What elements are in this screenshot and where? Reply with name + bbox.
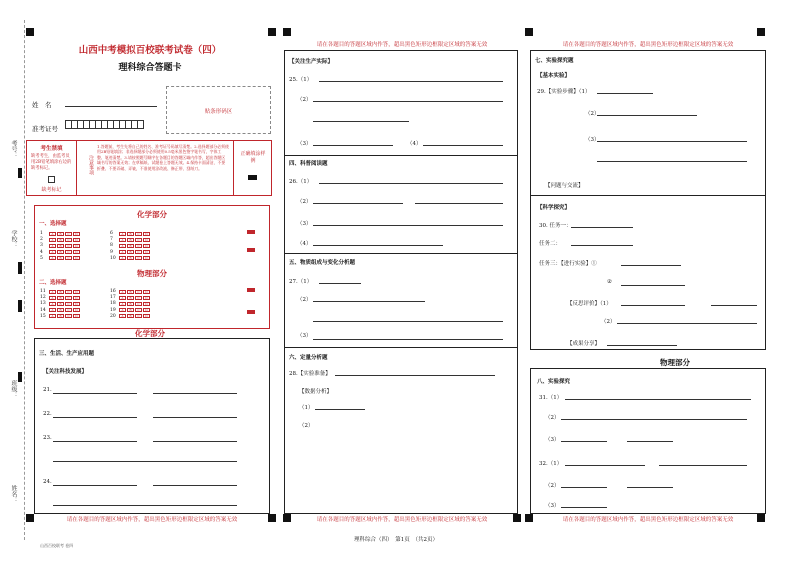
- phys-section-title: 物理部分: [137, 269, 167, 278]
- chem-section-title: 化学部分: [137, 210, 167, 219]
- task3-2-label: ②: [607, 279, 612, 285]
- answer-bubble[interactable]: C: [65, 314, 72, 318]
- answer-bubble[interactable]: A: [119, 256, 126, 260]
- choice-row: [40, 231, 81, 236]
- answer-bubble[interactable]: A: [49, 296, 56, 300]
- answer-bubble[interactable]: D: [143, 296, 150, 300]
- answer-bubble[interactable]: C: [65, 244, 72, 248]
- q29-line-3[interactable]: [597, 141, 747, 142]
- corner-mark: [26, 514, 34, 522]
- answer-bubble[interactable]: A: [49, 250, 56, 254]
- col3-lower-box: [530, 368, 766, 514]
- q32-3-label: （3）: [545, 503, 560, 509]
- q27-2-label: （2）: [297, 297, 312, 303]
- q25-4-label: （4）: [407, 141, 422, 147]
- task2-label: 任务二：: [539, 241, 562, 247]
- timing-mark: [18, 262, 22, 274]
- q29-line-2[interactable]: [597, 115, 697, 116]
- corner-mark: [283, 514, 291, 522]
- answer-bubble[interactable]: C: [135, 314, 142, 318]
- answer-bubble[interactable]: A: [119, 314, 126, 318]
- question-number: 1: [40, 231, 43, 236]
- q21-line-1[interactable]: [53, 393, 137, 394]
- answer-bubble[interactable]: D: [143, 314, 150, 318]
- answer-bubble[interactable]: A: [119, 308, 126, 312]
- q29-line-3b[interactable]: [597, 161, 747, 162]
- attention-items: 1.答题前，考生先将自己的姓名、准考证号码填写清楚。2.选择题部分必须使用2B铅笔填涂；非选择题部分必须使用0.5毫米黑色签字笔书写，字体工整、笔迹清楚。3.请按照题号顺序在各题目的答题区域内作答，超出答题区域书写的答案无效；在草稿纸、试题卷上答题无效。4.保持卡面清洁，不要折叠、不要弄破、弄皱，不准使用涂改液、修正带、刮纸刀。: [97, 144, 229, 171]
- answer-bubble[interactable]: D: [73, 290, 80, 294]
- answer-bubble[interactable]: A: [119, 302, 126, 306]
- q27-3-label: （3）: [297, 333, 312, 339]
- answer-bubble[interactable]: C: [65, 238, 72, 242]
- answer-bubble[interactable]: D: [73, 232, 80, 236]
- exam-title: 山西中考模拟百校联考试卷（四）: [78, 45, 222, 56]
- answer-bubble[interactable]: C: [65, 250, 72, 254]
- q26-line-1[interactable]: [319, 183, 503, 184]
- ticket-number-cells[interactable]: [66, 120, 144, 129]
- q29-line-1[interactable]: [597, 93, 653, 94]
- answer-bubble[interactable]: A: [119, 290, 126, 294]
- q32-line-2[interactable]: [561, 487, 607, 488]
- chem-part-title: 化学部分: [135, 329, 165, 338]
- fold-line: [24, 20, 25, 540]
- question-number: 2: [40, 237, 43, 243]
- question-number: 11: [40, 289, 46, 294]
- q24-line-3[interactable]: [53, 505, 237, 506]
- answer-bubble[interactable]: B: [57, 256, 64, 260]
- choice-row: [110, 237, 151, 242]
- q26-line-4[interactable]: [313, 245, 443, 246]
- answer-bubble[interactable]: D: [73, 250, 80, 254]
- answer-bubble[interactable]: A: [49, 314, 56, 318]
- col2-answer-box: [284, 50, 518, 514]
- q26-4-label: （4）: [297, 241, 312, 247]
- choice-row: [110, 231, 151, 236]
- q28-line-2[interactable]: [315, 409, 365, 410]
- choice-row: [40, 250, 81, 255]
- reflect-line-1b[interactable]: [711, 305, 757, 306]
- choice-row: [40, 256, 81, 261]
- answer-bubble[interactable]: C: [65, 256, 72, 260]
- answer-bubble[interactable]: D: [73, 256, 80, 260]
- answer-bubble[interactable]: A: [49, 244, 56, 248]
- phys-part-title: 物理部分: [660, 358, 690, 367]
- warning-col3-top: 请在各题目的答题区域内作答，超出黑色矩形边框限定区域的答案无效: [562, 42, 734, 48]
- task3-label: 任务三：【进行实验】①: [539, 261, 597, 267]
- corner-mark: [757, 28, 765, 36]
- answer-bubble[interactable]: C: [135, 232, 142, 236]
- q28-2-label: （2）: [299, 423, 314, 429]
- answer-bubble[interactable]: D: [143, 256, 150, 260]
- q23-label: 23.: [43, 435, 52, 441]
- notice-title: 考生禁填: [40, 146, 63, 152]
- q26-3-label: （3）: [297, 221, 312, 227]
- answer-bubble[interactable]: B: [57, 302, 64, 306]
- answer-bubble[interactable]: B: [57, 250, 64, 254]
- share-line[interactable]: [607, 345, 677, 346]
- page-footer: 理科综合（四） 第1页 （共2页）: [354, 537, 438, 543]
- sec3-title: 三、生活、生产应用题: [39, 351, 95, 357]
- q27-label: 27.（1）: [289, 279, 313, 285]
- answer-bubble[interactable]: C: [135, 308, 142, 312]
- answer-bubble[interactable]: D: [73, 302, 80, 306]
- corner-mark: [525, 28, 533, 36]
- q31-3-label: （3）: [545, 437, 560, 443]
- q32-label: 32.（1）: [539, 461, 563, 467]
- q29-label: 29.【实验步骤】（1）: [537, 89, 591, 95]
- question-number: 10: [110, 255, 116, 261]
- q25-2-label: （2）: [297, 97, 312, 103]
- fill-mark: [247, 288, 255, 292]
- reflect-2-label: （2）: [601, 319, 616, 325]
- fill-mark: [247, 230, 255, 234]
- choice-row: [40, 314, 81, 319]
- task3-line-2[interactable]: [621, 285, 685, 286]
- example-label: 正确填涂样例: [240, 151, 266, 164]
- choice-one-title: 一、选择题: [39, 221, 67, 227]
- q32-line-1b[interactable]: [659, 465, 747, 466]
- timing-mark: [18, 168, 22, 178]
- question-number: 6: [110, 231, 113, 236]
- divider: [285, 347, 517, 348]
- answer-bubble[interactable]: A: [49, 308, 56, 312]
- choice-row: [40, 243, 81, 248]
- sci-inquiry-tag: 【科学探究】: [537, 205, 571, 211]
- answer-bubble[interactable]: B: [127, 232, 134, 236]
- q25-label: 25.（1）: [289, 77, 313, 83]
- answer-bubble[interactable]: D: [143, 232, 150, 236]
- answer-bubble[interactable]: C: [135, 296, 142, 300]
- q31-2-label: （2）: [545, 415, 560, 421]
- choice-row: [110, 308, 151, 313]
- footer-left: 山西百校联考 卷四: [40, 543, 74, 548]
- chem-answer-box: [34, 338, 270, 514]
- choice-row: [110, 250, 151, 255]
- choice-row: [110, 256, 151, 261]
- notice-body: 缺考考生，由监考员用2B铅笔填涂右边的缺考标记。: [31, 154, 72, 171]
- answer-bubble[interactable]: A: [49, 238, 56, 242]
- absent-mark-label: 缺考标记: [41, 187, 62, 193]
- q25-tag: 【关注生产实际】: [289, 59, 334, 65]
- answer-bubble[interactable]: B: [57, 308, 64, 312]
- answer-bubble[interactable]: A: [49, 290, 56, 294]
- timing-mark: [18, 300, 22, 312]
- q30-label: 30. 任务一：: [539, 223, 572, 229]
- corner-mark: [513, 514, 521, 522]
- choice-two-title: 二、选择题: [39, 280, 67, 286]
- answer-bubble[interactable]: C: [65, 296, 72, 300]
- choice-row: [40, 289, 81, 294]
- q25-line-2[interactable]: [313, 101, 503, 102]
- fill-mark: [247, 310, 255, 314]
- q29-3-label: （3）: [585, 137, 600, 143]
- notice-box: [26, 140, 272, 196]
- choice-row: [40, 237, 81, 242]
- attention-label: 注意事项: [88, 155, 94, 175]
- question-number: 4: [40, 249, 43, 255]
- question-number: 13: [40, 301, 46, 307]
- ticket-label: 准考证号: [32, 125, 58, 133]
- answer-bubble[interactable]: D: [143, 302, 150, 306]
- answer-bubble[interactable]: A: [119, 296, 126, 300]
- divider: [285, 155, 517, 156]
- answer-bubble[interactable]: B: [127, 302, 134, 306]
- choice-row: [40, 308, 81, 313]
- sec4-title: 四、科普阅读题: [289, 161, 328, 167]
- answer-bubble[interactable]: C: [135, 256, 142, 260]
- q31-label: 31.（1）: [539, 395, 563, 401]
- answer-bubble[interactable]: D: [73, 238, 80, 242]
- answer-bubble[interactable]: C: [135, 244, 142, 248]
- q25-4-line[interactable]: [423, 145, 503, 146]
- q26-line-2b[interactable]: [415, 203, 503, 204]
- task2-line[interactable]: [571, 245, 633, 246]
- q24-line-1[interactable]: [53, 485, 137, 486]
- q21-line-2[interactable]: [153, 393, 237, 394]
- question-number: 17: [110, 295, 116, 301]
- choice-row: [110, 243, 151, 248]
- corner-mark: [525, 514, 533, 522]
- q32-2-label: （2）: [545, 483, 560, 489]
- answer-bubble[interactable]: C: [135, 250, 142, 254]
- q23-line-1[interactable]: [53, 441, 137, 442]
- q25-3-line[interactable]: [313, 145, 393, 146]
- answer-bubble[interactable]: C: [135, 238, 142, 242]
- question-number: 18: [110, 301, 116, 307]
- sec8-title: 八、实验探究: [537, 379, 571, 385]
- answer-bubble[interactable]: B: [57, 290, 64, 294]
- answer-bubble[interactable]: D: [73, 296, 80, 300]
- answer-bubble[interactable]: D: [73, 314, 80, 318]
- barcode-area: [166, 86, 271, 134]
- answer-bubble[interactable]: D: [143, 290, 150, 294]
- answer-bubble[interactable]: B: [127, 256, 134, 260]
- reflect-label: 【反思评价】（1）: [567, 301, 612, 307]
- question-number: 9: [110, 249, 113, 255]
- q27-line-2b[interactable]: [313, 321, 503, 322]
- q27-line-2[interactable]: [313, 301, 425, 302]
- barcode-label: 贴条形码区: [204, 109, 233, 115]
- question-number: 15: [40, 313, 46, 319]
- q27-line-1[interactable]: [319, 283, 361, 284]
- answer-bubble[interactable]: D: [143, 308, 150, 312]
- side-label-exam-no: 考号：: [10, 140, 17, 158]
- share-label: 【成果分享】: [567, 341, 601, 347]
- q26-label: 26.（1）: [289, 179, 313, 185]
- answer-bubble[interactable]: D: [143, 244, 150, 248]
- answer-bubble[interactable]: A: [119, 250, 126, 254]
- answer-bubble[interactable]: D: [143, 238, 150, 242]
- choice-row: [110, 289, 151, 294]
- answer-bubble[interactable]: C: [135, 302, 142, 306]
- corner-mark: [268, 28, 276, 36]
- tech-subsection: 【关注科技发展】: [43, 369, 88, 375]
- col3-upper-box: [530, 50, 766, 350]
- card-title: 理科综合答题卡: [118, 63, 182, 73]
- choice-row: [40, 295, 81, 300]
- q22-line-1[interactable]: [53, 417, 137, 418]
- corner-mark: [268, 514, 276, 522]
- q26-line-2a[interactable]: [313, 203, 403, 204]
- task3-line-1[interactable]: [621, 265, 681, 266]
- q26-line-3[interactable]: [313, 225, 503, 226]
- answer-bubble[interactable]: B: [127, 250, 134, 254]
- sec7-title: 七、实验探究题: [535, 58, 574, 64]
- answer-bubble[interactable]: B: [127, 238, 134, 242]
- q25-3-label: （3）: [297, 141, 312, 147]
- answer-bubble[interactable]: C: [65, 290, 72, 294]
- question-number: 8: [110, 243, 113, 249]
- answer-bubble[interactable]: A: [49, 232, 56, 236]
- timing-mark: [18, 372, 22, 382]
- warning-col2-top: 请在各题目的答题区域内作答，超出黑色矩形边框限定区域的答案无效: [316, 42, 488, 48]
- example-fill-mark: [248, 175, 257, 180]
- side-label-name: 姓名：: [10, 485, 17, 503]
- answer-bubble[interactable]: B: [127, 296, 134, 300]
- question-number: 5: [40, 255, 43, 261]
- example-panel: [233, 141, 272, 195]
- q22-label: 22.: [43, 411, 52, 417]
- reflect-line-1[interactable]: [621, 305, 685, 306]
- question-number: 14: [40, 307, 46, 313]
- q32-line-3[interactable]: [561, 507, 607, 508]
- q26-2-label: （2）: [297, 199, 312, 205]
- choice-row: [110, 295, 151, 300]
- name-field[interactable]: [65, 106, 157, 107]
- q28-1-label: （1）: [299, 405, 314, 411]
- q31-line-3[interactable]: [561, 441, 607, 442]
- answer-bubble[interactable]: B: [57, 296, 64, 300]
- answer-bubble[interactable]: B: [127, 308, 134, 312]
- q22-line-2[interactable]: [153, 417, 237, 418]
- question-number: 7: [110, 237, 113, 243]
- q23-line-2[interactable]: [153, 441, 237, 442]
- answer-bubble[interactable]: B: [57, 232, 64, 236]
- question-number: 20: [110, 313, 116, 319]
- warning-col2-bottom: 请在各题目的答题区域内作答，超出黑色矩形边框限定区域的答案无效: [316, 517, 488, 523]
- q32-line-2b[interactable]: [627, 487, 673, 488]
- answer-bubble[interactable]: B: [57, 314, 64, 318]
- answer-bubble[interactable]: A: [119, 238, 126, 242]
- answer-bubble[interactable]: A: [119, 232, 126, 236]
- answer-bubble[interactable]: B: [57, 244, 64, 248]
- q21-label: 21.: [43, 387, 52, 393]
- question-number: 16: [110, 289, 116, 294]
- q30-line-1[interactable]: [571, 227, 633, 228]
- fill-mark: [247, 248, 255, 252]
- warning-col1-bottom: 请在各题目的答题区域内作答，超出黑色矩形边框限定区域的答案无效: [66, 517, 238, 523]
- warning-col3-bottom: 请在各题目的答题区域内作答，超出黑色矩形边框限定区域的答案无效: [562, 517, 734, 523]
- q25-line-1[interactable]: [319, 81, 503, 82]
- question-number: 19: [110, 307, 116, 313]
- basic-exp-tag: 【基本实验】: [537, 73, 571, 79]
- q29-discussion: 【问题与交流】: [545, 183, 584, 189]
- answer-bubble[interactable]: B: [127, 244, 134, 248]
- corner-mark: [283, 28, 291, 36]
- corner-mark: [757, 514, 765, 522]
- q31-line-3b[interactable]: [627, 441, 673, 442]
- sec6-title: 六、定量分析题: [289, 355, 328, 361]
- q28-label: 28.【实验准备】: [289, 371, 331, 377]
- answer-bubble[interactable]: C: [135, 290, 142, 294]
- q27-line-3[interactable]: [313, 339, 503, 340]
- answer-bubble[interactable]: A: [49, 302, 56, 306]
- q23-line-3[interactable]: [53, 461, 237, 462]
- q24-label: 24.: [43, 479, 52, 485]
- side-label-school: 学校：: [10, 230, 17, 248]
- divider: [285, 253, 517, 254]
- q31-line-2[interactable]: [561, 419, 747, 420]
- choice-row: [40, 301, 81, 306]
- answer-bubble[interactable]: B: [127, 314, 134, 318]
- q29-2-label: （2）: [585, 111, 600, 117]
- q25-line-3[interactable]: [313, 121, 409, 122]
- absent-checkbox[interactable]: [48, 176, 55, 183]
- corner-mark: [26, 28, 34, 36]
- answer-bubble[interactable]: A: [119, 244, 126, 248]
- q32-line-1[interactable]: [565, 465, 645, 466]
- answer-bubble[interactable]: D: [143, 250, 150, 254]
- answer-bubble[interactable]: B: [127, 290, 134, 294]
- reflect-line-2[interactable]: [617, 323, 757, 324]
- choice-row: [110, 314, 151, 319]
- answer-bubble[interactable]: D: [73, 308, 80, 312]
- absent-panel: [27, 141, 77, 195]
- side-label-class: 班级：: [10, 380, 17, 398]
- question-number: 3: [40, 243, 43, 249]
- answer-bubble[interactable]: C: [65, 308, 72, 312]
- name-label: 姓 名: [32, 101, 52, 109]
- answer-bubble[interactable]: D: [73, 244, 80, 248]
- q31-line-1[interactable]: [565, 399, 751, 400]
- divider: [531, 195, 765, 196]
- answer-bubble[interactable]: A: [49, 256, 56, 260]
- q28-line-1[interactable]: [335, 375, 495, 376]
- q24-line-2[interactable]: [153, 485, 237, 486]
- answer-bubble[interactable]: C: [65, 302, 72, 306]
- question-number: 12: [40, 295, 46, 301]
- sec5-title: 五、物质组成与变化分析题: [289, 260, 356, 266]
- answer-bubble[interactable]: C: [65, 232, 72, 236]
- choice-row: [110, 301, 151, 306]
- q28-sub: 【数据分析】: [299, 389, 333, 395]
- answer-bubble[interactable]: B: [57, 238, 64, 242]
